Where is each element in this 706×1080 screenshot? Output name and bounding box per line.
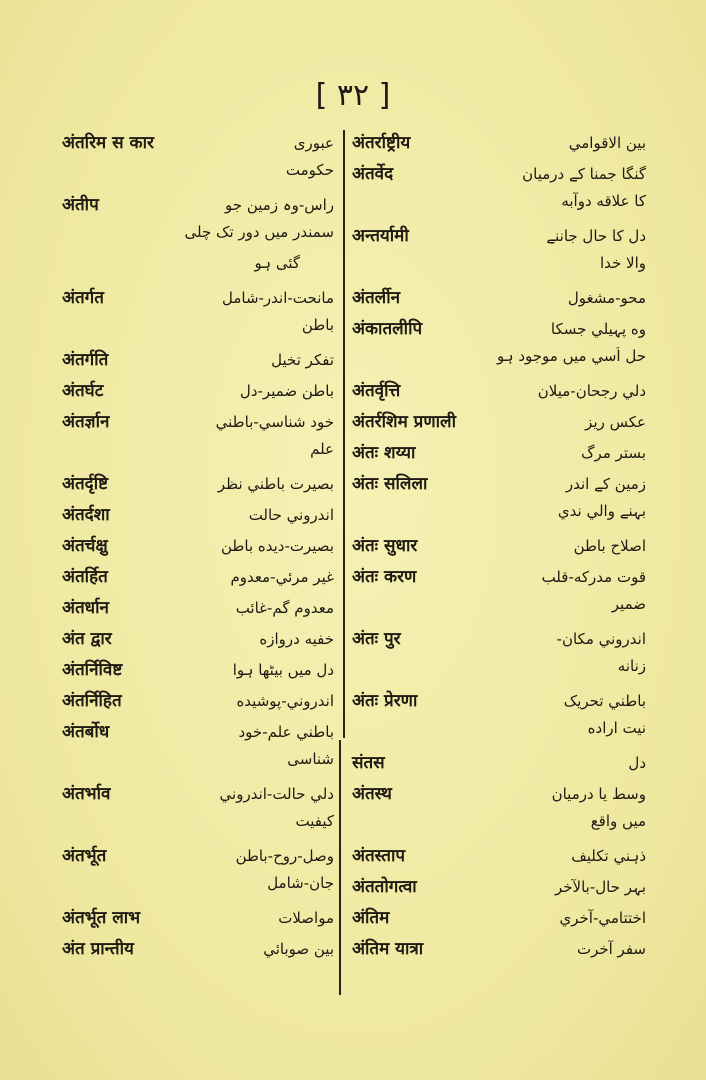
dictionary-entry [352, 874, 652, 905]
entry-gloss: دل کا حال جاننے [546, 227, 646, 245]
left-column [62, 130, 340, 967]
dictionary-entry [62, 657, 340, 688]
dictionary-entry [352, 905, 652, 936]
entry-gloss: اصلاح باطن [573, 537, 646, 555]
entry-gloss: خفيه دروازه [259, 630, 334, 648]
entry-gloss: دل ميں بيٹھا ہوا [232, 661, 334, 679]
entry-headword: अंतर्गत [62, 288, 104, 308]
dictionary-entry [352, 440, 652, 471]
entry-gloss-continuation: ضمير [611, 595, 646, 613]
entry-gloss-continuation: گئی ہو [254, 254, 300, 272]
entry-headword: अंतः सलिला [352, 474, 428, 494]
dictionary-entry [352, 316, 652, 378]
entry-headword: अंतर्धान [62, 598, 109, 618]
entry-headword: अंतर्भूत लाभ [62, 908, 141, 928]
dictionary-entry [62, 905, 340, 936]
dictionary-entry [62, 843, 340, 905]
entry-gloss: بصيرت باطني نظر [217, 475, 334, 493]
entry-headword: अंतः सुधार [352, 536, 418, 556]
entry-gloss: وسط يا درميان [551, 785, 646, 803]
entry-headword: अंतर्घट [62, 381, 104, 401]
entry-headword: अंतर्निहित [62, 691, 122, 711]
column-divider-top [343, 130, 345, 738]
entry-gloss: معدوم گم-غائب [235, 599, 334, 617]
entry-headword: अंतरिम स कार [62, 133, 154, 153]
entry-headword: अंततोगत्वा [352, 877, 417, 897]
entry-headword: अंतः करण [352, 567, 417, 587]
entry-gloss: راس-وہ زمین جو [225, 196, 334, 214]
dictionary-entry [352, 626, 652, 688]
entry-gloss: قوت مدرکه-قلب [541, 568, 646, 586]
entry-gloss-continuation: کيفيت [295, 812, 334, 830]
entry-gloss: بين الاقوامي [568, 134, 646, 152]
dictionary-entry [62, 130, 340, 192]
entry-gloss: بين صوبائي [263, 940, 334, 958]
dictionary-entry [352, 688, 652, 750]
dictionary-entry [352, 564, 652, 626]
dictionary-entry [62, 595, 340, 626]
entry-gloss: ذہني تکليف [571, 847, 646, 865]
entry-gloss-continuation: کا علاقه دوآبه [561, 192, 646, 210]
entry-headword: अंतिम [352, 908, 390, 928]
dictionary-entry [352, 471, 652, 533]
entry-gloss: دلي رجحان-ميلان [537, 382, 646, 400]
entry-gloss: وه پہيلي جسکا [550, 320, 646, 338]
entry-headword: संतस [352, 753, 385, 773]
entry-gloss: اختتامي-آخري [559, 909, 646, 927]
entry-gloss: مواصلات [278, 909, 334, 927]
dictionary-entry [352, 533, 652, 564]
entry-headword: अंतर्भाव [62, 784, 111, 804]
entry-gloss: بستر مرگ [581, 444, 646, 462]
entry-headword: अंतर्बोध [62, 722, 110, 742]
dictionary-entry [62, 626, 340, 657]
dictionary-entry [352, 409, 652, 440]
entry-headword: अंतर्ज्ञान [62, 412, 110, 432]
entry-gloss: مانحت-اندر-شامل [221, 289, 334, 307]
entry-headword: अंतः शय्या [352, 443, 416, 463]
entry-headword: अंकातलीपि [352, 319, 423, 339]
dictionary-entry [352, 750, 652, 781]
entry-gloss: باطن ضمیر-دل [239, 382, 334, 400]
dictionary-entry [352, 781, 652, 843]
entry-headword: अंतः पुर [352, 629, 401, 649]
entry-gloss-continuation: بہنے والي ندي [557, 502, 646, 520]
entry-gloss-continuation: ميں واقع [590, 812, 646, 830]
dictionary-entry [352, 161, 652, 223]
entry-headword: अंतर्वेद [352, 164, 394, 184]
dictionary-entry [62, 192, 340, 285]
dictionary-entry [62, 719, 340, 781]
dictionary-entry [62, 688, 340, 719]
entry-gloss: باطني علم-خود [238, 723, 334, 741]
entry-headword: अंतर्भूत [62, 846, 107, 866]
entry-headword: अंतः प्रेरणा [352, 691, 418, 711]
dictionary-entry [62, 533, 340, 564]
entry-gloss: سفر آخرت [576, 940, 646, 958]
entry-gloss: اندروني-پوشيده [236, 692, 334, 710]
dictionary-entry [62, 564, 340, 595]
entry-gloss: دلي حالت-اندروني [219, 785, 334, 803]
entry-headword: अंतिम यात्रा [352, 939, 424, 959]
entry-headword: अंतर्चक्षु [62, 536, 108, 556]
page-number: [ ٣٢ ] [315, 78, 391, 113]
entry-headword: अंतर्गति [62, 350, 109, 370]
entry-gloss-continuation: والا خدا [599, 254, 646, 272]
entry-gloss: غير مرئي-معدوم [230, 568, 334, 586]
entry-gloss: زمين کے اندر [565, 475, 646, 493]
dictionary-entry [352, 223, 652, 285]
dictionary-entry [62, 285, 340, 347]
entry-gloss: وصل-روح-باطن [235, 847, 334, 865]
entry-gloss: بہر حال-بالآخر [554, 878, 646, 896]
entry-gloss-continuation: زنانه [617, 657, 646, 675]
dictionary-entry [62, 409, 340, 471]
entry-gloss: بصيرت-ديده باطن [221, 537, 334, 555]
entry-gloss: گنگا جمنا کے درميان [522, 165, 646, 183]
entry-headword: अंतर्दृष्टि [62, 474, 109, 494]
dictionary-entry [352, 936, 652, 967]
entry-headword: अंतस्थ [352, 784, 392, 804]
dictionary-entry [352, 285, 652, 316]
dictionary-entry [62, 502, 340, 533]
entry-gloss: تفکر تخیل [271, 351, 334, 369]
entry-gloss: باطني تحريک [563, 692, 646, 710]
entry-gloss: اندروني حالت [248, 506, 334, 524]
entry-headword: अंत द्वार [62, 629, 112, 649]
entry-gloss: عکس ريز [585, 413, 646, 431]
entry-gloss-continuation: شناسی [287, 750, 334, 768]
dictionary-entry [352, 378, 652, 409]
dictionary-entry [352, 130, 652, 161]
entry-headword: अंत प्रान्तीय [62, 939, 134, 959]
entry-gloss-continuation: باطن [301, 316, 334, 334]
entry-gloss: اندروني مکان- [556, 630, 646, 648]
dictionary-entry [62, 936, 340, 967]
entry-headword: अंतर्लीन [352, 288, 401, 308]
entry-headword: अंतर्रशिम प्रणाली [352, 412, 456, 432]
entry-gloss-continuation: نيت اراده [587, 719, 646, 737]
entry-headword: अंतस्ताप [352, 846, 406, 866]
entry-gloss-continuation: جان-شامل [267, 874, 334, 892]
entry-gloss: عبوری [293, 134, 334, 152]
dictionary-entry [352, 843, 652, 874]
entry-gloss: محو-مشغول [567, 289, 646, 307]
entry-headword: अंतर्दशा [62, 505, 110, 525]
entry-gloss: دل [628, 754, 646, 772]
entry-headword: अंतर्वृत्ति [352, 381, 401, 401]
dictionary-entry [62, 471, 340, 502]
entry-gloss-continuation: حل اُسي ميں موجود ہو [497, 347, 646, 365]
right-column [352, 130, 652, 967]
entry-gloss-continuation: سمندر میں دور تک چلی [184, 223, 334, 241]
entry-gloss: خود شناسي-باطني [215, 413, 334, 431]
entry-gloss-continuation: حکومت [285, 161, 334, 179]
dictionary-entry [62, 781, 340, 843]
entry-headword: अंतर्निविष्ट [62, 660, 123, 680]
entry-headword: अंतीप [62, 195, 99, 215]
dictionary-entry [62, 347, 340, 378]
entry-headword: अन्तर्यामी [352, 226, 409, 246]
entry-headword: अंतर्राष्ट्रीय [352, 133, 411, 153]
dictionary-entry [62, 378, 340, 409]
entry-headword: अंतर्हित [62, 567, 108, 587]
entry-gloss-continuation: علم [310, 440, 334, 458]
